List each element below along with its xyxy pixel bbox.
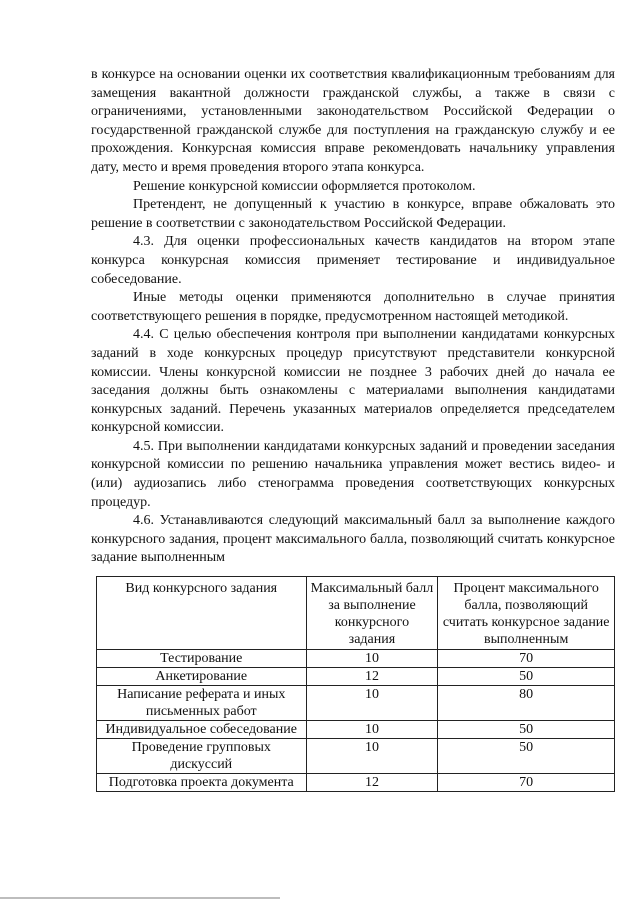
pass-percent-cell: 80 xyxy=(438,686,615,721)
header-pass-percent: Процент максимального балла, позволяющий считать конкурсное задание выполненным xyxy=(438,577,615,650)
max-score-cell: 10 xyxy=(306,686,438,721)
body-text xyxy=(91,66,615,568)
paragraph: 4.6. Устанавливаются следующий максимальный балл за выполнение каждого конкурсного задания, процент максимального балла, позволяющий считать конкурсное задание выполненным xyxy=(91,513,615,566)
paragraph: Претендент, не допущенный к участию в конкурсе, вправе обжаловать это решение в соответствии с законодательством Российской Федерации. xyxy=(91,197,615,231)
task-type-cell: Анкетирование xyxy=(97,668,307,686)
paragraph: 4.4. С целью обеспечения контроля при выполнении кандидатами конкурсных заданий в ходе конкурсных процедур присутствуют представители конкурсной комиссии. Члены конкурсной комиссии не позднее 3 рабочих дней до начала ее заседания должны быть ознакомлены с материалами выполнения кандидатами конкурсных заданий. Перечень указанных материалов определяется председателем конкурсной комиссии. xyxy=(91,327,615,436)
task-type-cell: Проведение групповых дискуссий xyxy=(97,739,307,774)
task-type-cell: Тестирование xyxy=(97,650,307,668)
paragraph: 4.3. Для оценки профессиональных качеств кандидатов на втором этапе конкурса конкурсная комиссия применяет тестирование и индивидуальное собеседование. xyxy=(91,234,615,287)
table-header-row xyxy=(97,577,615,650)
table-row xyxy=(97,686,615,721)
table-row xyxy=(97,650,615,668)
header-task-type: Вид конкурсного задания xyxy=(97,577,307,650)
scoring-table xyxy=(96,576,615,792)
pass-percent-cell: 50 xyxy=(438,721,615,739)
paragraph: Иные методы оценки применяются дополнительно в случае принятия соответствующего решения в порядке, предусмотренном настоящей методикой. xyxy=(91,290,615,324)
max-score-cell: 10 xyxy=(306,739,438,774)
scan-artifact-line xyxy=(0,897,280,899)
table-row xyxy=(97,774,615,792)
table-row xyxy=(97,721,615,739)
pass-percent-cell: 70 xyxy=(438,650,615,668)
task-type-cell: Индивидуальное собеседование xyxy=(97,721,307,739)
table-row xyxy=(97,739,615,774)
task-type-cell: Написание реферата и иных письменных работ xyxy=(97,686,307,721)
header-max-score: Максимальный балл за выполнение конкурсного задания xyxy=(306,577,438,650)
max-score-cell: 12 xyxy=(306,668,438,686)
max-score-cell: 10 xyxy=(306,650,438,668)
table-row xyxy=(97,668,615,686)
pass-percent-cell: 50 xyxy=(438,739,615,774)
pass-percent-cell: 70 xyxy=(438,774,615,792)
paragraph: Решение конкурсной комиссии оформляется протоколом. xyxy=(133,178,476,194)
max-score-cell: 12 xyxy=(306,774,438,792)
paragraph: 4.5. При выполнении кандидатами конкурсных заданий и проведении заседания конкурсной комиссии по решению начальника управления может вестись видео- и (или) аудиозапись либо стенограмма проведения соответствующих конкурсных процедур. xyxy=(91,438,615,510)
task-type-cell: Подготовка проекта документа xyxy=(97,774,307,792)
pass-percent-cell: 50 xyxy=(438,668,615,686)
paragraph: в конкурсе на основании оценки их соответствия квалификационным требованиям для замещения вакантной должности гражданской службы, а также в связи с ограничениями, установленными законодательством Российской Федерации о государственной гражданской службе для поступления на гражданскую службу и ее прохождения. Конкурсная комиссия вправе рекомендовать начальнику управления дату, место и время проведения второго этапа конкурса. xyxy=(91,67,615,175)
max-score-cell: 10 xyxy=(306,721,438,739)
